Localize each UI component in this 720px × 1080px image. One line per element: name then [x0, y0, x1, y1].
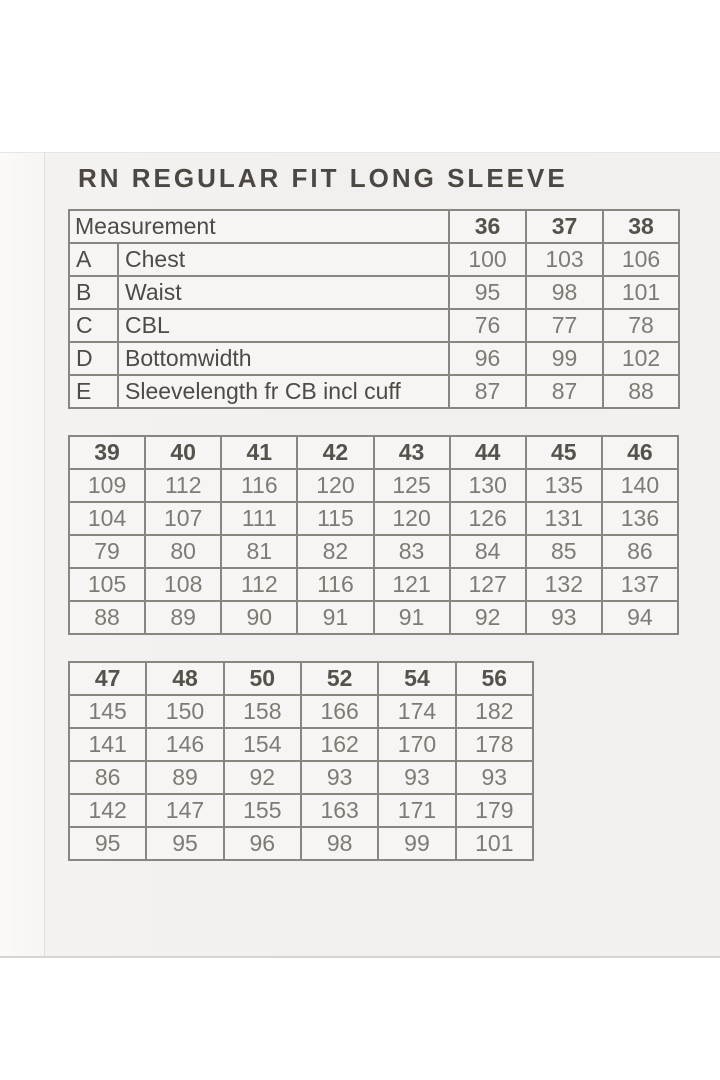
- size-value-cell: 77: [526, 309, 603, 342]
- size-value-cell: 93: [456, 761, 533, 794]
- size-value-cell: 91: [297, 601, 373, 634]
- size-value-cell: 174: [378, 695, 455, 728]
- measurement-name-cell: Chest: [118, 243, 449, 276]
- size-value-cell: 120: [374, 502, 450, 535]
- measurement-table-sizes-47-56: [68, 661, 534, 861]
- size-header-cell: 54: [378, 662, 455, 695]
- size-value-cell: 93: [378, 761, 455, 794]
- size-value-cell: 126: [450, 502, 526, 535]
- size-header-cell: 47: [69, 662, 146, 695]
- size-value-cell: 81: [221, 535, 297, 568]
- row-letter-cell: C: [69, 309, 118, 342]
- size-value-cell: 90: [221, 601, 297, 634]
- size-value-cell: 130: [450, 469, 526, 502]
- size-value-cell: 120: [297, 469, 373, 502]
- size-header-cell: 39: [69, 436, 145, 469]
- size-value-cell: 88: [603, 375, 679, 408]
- size-value-cell: 127: [450, 568, 526, 601]
- size-value-cell: 109: [69, 469, 145, 502]
- row-letter-cell: E: [69, 375, 118, 408]
- size-value-cell: 140: [602, 469, 678, 502]
- size-value-cell: 103: [526, 243, 603, 276]
- size-value-cell: 115: [297, 502, 373, 535]
- size-header-cell: 37: [526, 210, 603, 243]
- table-header-row: [69, 662, 533, 695]
- size-value-cell: 91: [374, 601, 450, 634]
- size-value-cell: 112: [221, 568, 297, 601]
- size-header-cell: 48: [146, 662, 223, 695]
- size-value-cell: 79: [69, 535, 145, 568]
- size-value-cell: 154: [224, 728, 301, 761]
- size-value-cell: 142: [69, 794, 146, 827]
- size-header-cell: 43: [374, 436, 450, 469]
- size-header-cell: 41: [221, 436, 297, 469]
- size-value-cell: 95: [449, 276, 526, 309]
- table-row: [69, 243, 679, 276]
- size-header-cell: 36: [449, 210, 526, 243]
- size-value-cell: 93: [301, 761, 378, 794]
- size-value-cell: 121: [374, 568, 450, 601]
- size-value-cell: 178: [456, 728, 533, 761]
- size-value-cell: 107: [145, 502, 221, 535]
- size-value-cell: 86: [69, 761, 146, 794]
- table-row: [69, 794, 533, 827]
- size-value-cell: 95: [146, 827, 223, 860]
- size-value-cell: 92: [224, 761, 301, 794]
- size-header-cell: 56: [456, 662, 533, 695]
- size-value-cell: 88: [69, 601, 145, 634]
- size-value-cell: 145: [69, 695, 146, 728]
- table-row: [69, 469, 678, 502]
- size-value-cell: 100: [449, 243, 526, 276]
- size-value-cell: 99: [378, 827, 455, 860]
- size-value-cell: 137: [602, 568, 678, 601]
- table-row: [69, 309, 679, 342]
- size-header-cell: 40: [145, 436, 221, 469]
- size-value-cell: 116: [297, 568, 373, 601]
- size-value-cell: 87: [449, 375, 526, 408]
- size-value-cell: 94: [602, 601, 678, 634]
- size-value-cell: 106: [603, 243, 679, 276]
- size-value-cell: 179: [456, 794, 533, 827]
- page-title: RN REGULAR FIT LONG SLEEVE: [78, 163, 568, 193]
- size-header-cell: 38: [603, 210, 679, 243]
- size-value-cell: 99: [526, 342, 603, 375]
- table-row: [69, 535, 678, 568]
- table-header-row: [69, 436, 678, 469]
- size-value-cell: 182: [456, 695, 533, 728]
- row-letter-cell: D: [69, 342, 118, 375]
- measurement-name-cell: Sleevelength fr CB incl cuff: [118, 375, 449, 408]
- size-value-cell: 155: [224, 794, 301, 827]
- size-value-cell: 141: [69, 728, 146, 761]
- size-value-cell: 92: [450, 601, 526, 634]
- size-value-cell: 89: [145, 601, 221, 634]
- size-value-cell: 86: [602, 535, 678, 568]
- size-value-cell: 87: [526, 375, 603, 408]
- size-value-cell: 89: [146, 761, 223, 794]
- size-header-cell: 45: [526, 436, 602, 469]
- size-value-cell: 96: [224, 827, 301, 860]
- table-row: [69, 342, 679, 375]
- table-row: [69, 502, 678, 535]
- size-value-cell: 147: [146, 794, 223, 827]
- measurement-header-cell: Measurement: [69, 210, 449, 243]
- table-row: [69, 761, 533, 794]
- size-value-cell: 76: [449, 309, 526, 342]
- measurement-name-cell: CBL: [118, 309, 449, 342]
- table-row: [69, 827, 533, 860]
- size-value-cell: 166: [301, 695, 378, 728]
- size-value-cell: 93: [526, 601, 602, 634]
- size-header-cell: 44: [450, 436, 526, 469]
- size-value-cell: 98: [301, 827, 378, 860]
- size-value-cell: 171: [378, 794, 455, 827]
- measurement-name-cell: Waist: [118, 276, 449, 309]
- table-row: [69, 695, 533, 728]
- size-value-cell: 83: [374, 535, 450, 568]
- measurement-table-sizes-36-38: [68, 209, 680, 409]
- page-fold-edge: [0, 153, 45, 956]
- measurement-name-cell: Bottomwidth: [118, 342, 449, 375]
- size-chart-sheet: [0, 152, 720, 958]
- size-value-cell: 146: [146, 728, 223, 761]
- size-value-cell: 108: [145, 568, 221, 601]
- size-value-cell: 84: [450, 535, 526, 568]
- size-value-cell: 125: [374, 469, 450, 502]
- size-value-cell: 85: [526, 535, 602, 568]
- size-value-cell: 170: [378, 728, 455, 761]
- size-header-cell: 42: [297, 436, 373, 469]
- size-value-cell: 163: [301, 794, 378, 827]
- size-value-cell: 158: [224, 695, 301, 728]
- size-value-cell: 101: [603, 276, 679, 309]
- size-value-cell: 136: [602, 502, 678, 535]
- table-row: [69, 601, 678, 634]
- size-header-cell: 52: [301, 662, 378, 695]
- size-header-cell: 50: [224, 662, 301, 695]
- size-value-cell: 80: [145, 535, 221, 568]
- size-value-cell: 95: [69, 827, 146, 860]
- row-letter-cell: A: [69, 243, 118, 276]
- size-header-cell: 46: [602, 436, 678, 469]
- size-value-cell: 135: [526, 469, 602, 502]
- table-row: [69, 728, 533, 761]
- size-value-cell: 78: [603, 309, 679, 342]
- measurement-table-sizes-39-46: [68, 435, 679, 635]
- size-value-cell: 102: [603, 342, 679, 375]
- table-header-row: [69, 210, 679, 243]
- size-value-cell: 111: [221, 502, 297, 535]
- size-value-cell: 105: [69, 568, 145, 601]
- size-value-cell: 116: [221, 469, 297, 502]
- table-row: [69, 375, 679, 408]
- size-value-cell: 132: [526, 568, 602, 601]
- size-value-cell: 96: [449, 342, 526, 375]
- size-value-cell: 131: [526, 502, 602, 535]
- size-value-cell: 150: [146, 695, 223, 728]
- table-row: [69, 568, 678, 601]
- size-value-cell: 162: [301, 728, 378, 761]
- size-value-cell: 101: [456, 827, 533, 860]
- row-letter-cell: B: [69, 276, 118, 309]
- size-value-cell: 98: [526, 276, 603, 309]
- size-value-cell: 104: [69, 502, 145, 535]
- size-value-cell: 112: [145, 469, 221, 502]
- table-row: [69, 276, 679, 309]
- size-value-cell: 82: [297, 535, 373, 568]
